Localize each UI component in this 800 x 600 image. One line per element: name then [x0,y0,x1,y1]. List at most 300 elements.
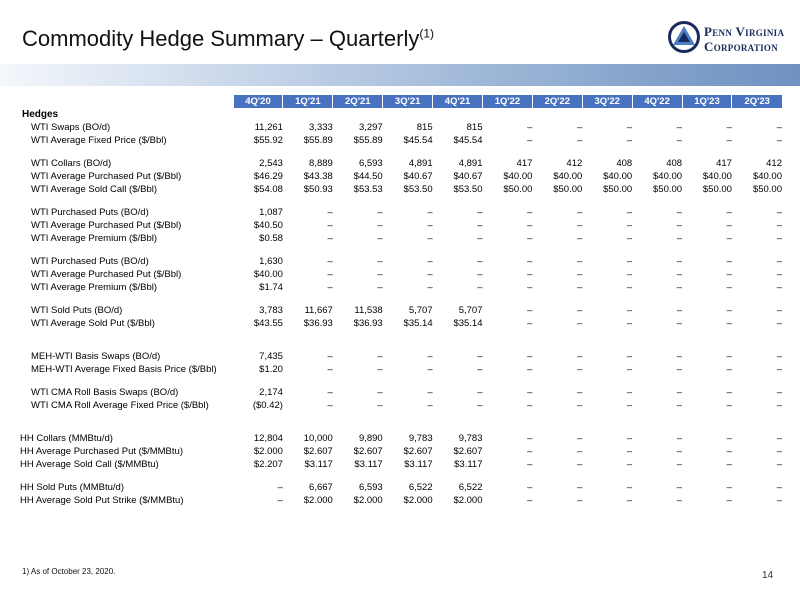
table-cell: – [377,364,383,375]
table-cell: – [377,220,383,231]
column-header: 3Q'21 [383,95,433,108]
column-header: 2Q'22 [532,95,582,108]
table-cell: – [427,256,433,267]
table-cell: 5,707 [408,305,433,316]
table-cell: $40.67 [403,171,433,182]
table-cell: ($0.42) [252,400,283,411]
table-cell: – [776,122,782,133]
table-cell: – [576,269,583,280]
table-cell: 408 [666,158,683,169]
logo-line-2: Corporation [704,39,779,54]
table-cell: – [527,207,533,218]
table-row [20,399,782,412]
table-cell: – [377,282,383,293]
table-cell: – [327,256,333,267]
table-cell: – [626,269,633,280]
spacer-row [20,376,782,386]
table-cell: – [527,256,533,267]
table-cell: – [776,233,782,244]
table-cell: – [726,459,732,470]
table-cell: 6,593 [358,482,383,493]
table-cell: $2.207 [253,459,283,470]
table-cell: – [726,387,732,398]
table-cell: – [527,495,533,506]
footnote: 1) As of October 23, 2020. [22,567,116,576]
table-cell: 2,543 [259,158,283,169]
table-cell: – [576,364,583,375]
table-cell: – [626,220,633,231]
table-row [20,134,782,147]
table-cell: – [676,364,683,375]
table-cell: 3,297 [358,122,383,133]
table-cell: $53.50 [453,184,483,195]
table-cell: $43.55 [253,318,283,329]
table-cell: $35.14 [403,318,433,329]
spacer-row [20,330,782,350]
table-cell: – [377,269,383,280]
table-cell: $46.29 [253,171,283,182]
table-cell: – [527,400,533,411]
table-cell: 6,522 [408,482,433,493]
table-cell: – [427,207,433,218]
table-cell: 11,667 [304,305,333,316]
logo-wordmark [704,24,784,54]
table-cell: – [527,351,533,362]
table-cell: 417 [516,158,533,169]
table-cell: – [776,495,782,506]
row-label: WTI Sold Puts (BO/d) [31,305,123,316]
table-cell: $2.000 [303,495,333,506]
row-label: MEH-WTI Basis Swaps (BO/d) [31,351,161,362]
table-cell: – [576,387,583,398]
table-cell: – [377,351,383,362]
table-cell: – [477,364,483,375]
table-cell: $45.54 [403,135,433,146]
table-cell: – [377,387,383,398]
table-cell: – [527,135,533,146]
table-cell: $2.000 [403,495,433,506]
table-cell: – [626,495,633,506]
table-cell: 408 [616,158,633,169]
table-cell: – [527,364,533,375]
table-cell: – [527,220,533,231]
table-cell: – [626,282,633,293]
table-cell: 412 [566,158,583,169]
spacer-row [20,412,782,432]
table-cell: – [626,433,633,444]
page-title-text: Commodity Hedge Summary – Quarterly [22,26,420,51]
table-cell: $44.50 [353,171,383,182]
table-cell: – [776,459,782,470]
table-cell: – [676,351,683,362]
table-cell: $2.000 [353,495,383,506]
table-cell: $2.000 [253,446,283,457]
table-cell: – [477,220,483,231]
table-cell: 1,087 [259,207,283,218]
table-cell: – [427,269,433,280]
table-cell: – [576,135,583,146]
table-cell: – [576,282,583,293]
table-cell: – [576,256,583,267]
section-label: Hedges [22,109,59,120]
table-row [20,281,782,294]
table-cell: $2.607 [453,446,483,457]
table-cell: – [726,256,732,267]
table-cell: – [576,220,583,231]
table-row [20,432,782,445]
table-cell: – [427,220,433,231]
table-cell: $50.00 [653,184,683,195]
table-cell: $55.89 [303,135,333,146]
table-row [20,183,782,196]
table-cell: $53.53 [353,184,383,195]
table-cell: – [726,233,732,244]
table-cell: $2.607 [303,446,333,457]
table-cell: – [626,482,633,493]
table-row [20,157,782,170]
row-label: WTI CMA Roll Basis Swaps (BO/d) [31,387,179,398]
table-cell: – [676,305,683,316]
table-row [20,350,782,363]
table-cell: – [327,364,333,375]
table-cell: 815 [416,122,433,133]
table-cell: – [776,433,782,444]
table-cell: – [676,135,683,146]
table-cell: 9,890 [358,433,383,444]
table-cell: $50.00 [503,184,533,195]
table-cell: – [427,387,433,398]
table-cell: – [477,387,483,398]
hedge-table [20,95,782,507]
table-cell: $40.00 [653,171,683,182]
table-cell: – [626,387,633,398]
table-cell: – [327,351,333,362]
table-cell: – [726,364,732,375]
table-cell: – [676,459,683,470]
table-cell: – [676,318,683,329]
table-cell: – [726,220,732,231]
table-cell: $50.00 [603,184,633,195]
table-cell: – [676,433,683,444]
table-cell: 815 [466,122,483,133]
table-cell: – [527,269,533,280]
table-header-row [20,95,782,108]
table-cell: – [576,305,583,316]
title-footnote-marker: (1) [419,26,435,41]
spacer-row [20,147,782,157]
table-cell: – [676,495,683,506]
table-cell: 11,538 [354,305,383,316]
table-cell: – [576,400,583,411]
table-cell: – [776,387,782,398]
table-row [20,386,782,399]
column-header: 4Q'22 [632,95,682,108]
table-cell: – [576,351,583,362]
table-cell: – [327,400,333,411]
row-label: WTI Average Sold Call ($/Bbl) [31,184,158,195]
table-cell: – [776,269,782,280]
table-cell: – [626,318,633,329]
table-cell: – [676,122,683,133]
table-cell: 12,804 [253,433,283,444]
table-cell: – [676,282,683,293]
row-label: WTI Average Sold Put ($/Bbl) [31,318,155,329]
table-cell: – [776,364,782,375]
table-cell: – [527,122,533,133]
row-label: WTI Collars (BO/d) [31,158,112,169]
table-cell: $40.00 [253,269,283,280]
row-label: HH Sold Puts (MMBtu/d) [20,482,124,493]
table-row [20,170,782,183]
table-cell: $40.00 [603,171,633,182]
table-cell: – [776,256,782,267]
table-cell: – [427,351,433,362]
column-header: 3Q'22 [582,95,632,108]
table-cell: – [576,446,583,457]
table-cell: 1,630 [259,256,283,267]
table-cell: $50.00 [752,184,782,195]
table-cell: – [576,233,583,244]
table-cell: – [576,482,583,493]
table-cell: $2.607 [403,446,433,457]
header-band [0,64,800,86]
table-cell: – [626,122,633,133]
table-row [20,268,782,281]
row-label: HH Average Purchased Put ($/MMBtu) [20,446,183,457]
table-row [20,317,782,330]
table-cell: – [726,400,732,411]
table-cell: 6,522 [458,482,483,493]
table-cell: – [626,364,633,375]
table-cell: – [676,220,683,231]
table-cell: – [776,351,782,362]
table-cell: – [626,459,633,470]
table-cell: – [576,207,583,218]
table-cell: – [676,446,683,457]
table-cell: 8,889 [309,158,333,169]
table-cell: 11,261 [254,122,283,133]
table-cell: $40.50 [253,220,283,231]
table-cell: – [626,256,633,267]
table-row [20,206,782,219]
table-cell: – [527,433,533,444]
table-row [20,481,782,494]
column-header: 2Q'21 [333,95,383,108]
table-cell: 9,783 [408,433,433,444]
table-cell: – [626,446,633,457]
row-label: HH Average Sold Put Strike ($/MMBtu) [20,495,184,506]
page-number: 14 [762,570,774,581]
table-cell: – [527,459,533,470]
row-label: WTI Average Purchased Put ($/Bbl) [31,171,182,182]
table-cell: – [477,282,483,293]
row-label: WTI Average Premium ($/Bbl) [31,282,158,293]
page-title [22,26,434,52]
table-cell: $3.117 [304,459,333,470]
table-cell: – [576,122,583,133]
table-cell: 4,891 [408,158,433,169]
table-cell: – [776,207,782,218]
table-cell: – [477,351,483,362]
table-cell: $1.74 [259,282,283,293]
table-row [20,445,782,458]
table-cell: 3,783 [259,305,283,316]
table-cell: – [726,433,732,444]
table-cell: – [277,495,283,506]
table-cell: 5,707 [458,305,483,316]
column-header: 4Q'21 [433,95,483,108]
table-cell: – [377,256,383,267]
table-cell: – [626,135,633,146]
table-cell: – [676,207,683,218]
table-cell: – [377,207,383,218]
table-row [20,232,782,245]
table-cell: 3,333 [309,122,333,133]
table-cell: – [576,318,583,329]
table-cell: – [477,400,483,411]
table-row [20,304,782,317]
table-cell: $40.67 [453,171,483,182]
table-cell: $50.93 [303,184,333,195]
table-cell: – [477,256,483,267]
table-cell: $40.00 [503,171,533,182]
table-cell: – [327,233,333,244]
table-cell: $40.00 [553,171,583,182]
table-cell: – [776,400,782,411]
table-cell: – [626,351,633,362]
table-cell: – [576,495,583,506]
table-cell: – [427,364,433,375]
table-cell: – [377,233,383,244]
table-cell: $2.000 [453,495,483,506]
table-cell: 7,435 [259,351,283,362]
table-cell: $3.117 [454,459,483,470]
table-cell: $55.92 [253,135,283,146]
table-cell: – [726,495,732,506]
table-cell: 10,000 [303,433,333,444]
table-cell: 2,174 [259,387,283,398]
table-cell: – [527,446,533,457]
table-cell: – [726,122,732,133]
table-cell: $3.117 [354,459,383,470]
table-cell: – [626,207,633,218]
table-cell: – [327,282,333,293]
row-label: MEH-WTI Average Fixed Basis Price ($/Bbl) [31,364,217,375]
column-header: 1Q'23 [682,95,732,108]
row-label: WTI Swaps (BO/d) [31,122,111,133]
table-cell: – [427,400,433,411]
table-cell: 9,783 [458,433,483,444]
table-cell: – [776,446,782,457]
table-cell: $0.58 [259,233,283,244]
table-cell: – [726,207,732,218]
table-cell: – [626,233,633,244]
table-cell: 4,891 [458,158,483,169]
table-cell: 6,593 [358,158,383,169]
spacer-row [20,471,782,481]
table-cell: $50.00 [553,184,583,195]
column-header: 2Q'23 [732,95,782,108]
table-cell: – [726,135,732,146]
table-cell: – [576,433,583,444]
row-label: HH Average Sold Call ($/MMBtu) [20,459,159,470]
table-cell: – [327,207,333,218]
table-row [20,494,782,507]
logo-emblem-icon [668,21,700,53]
table-cell: – [427,233,433,244]
column-header: 1Q'22 [483,95,533,108]
table-cell: $50.00 [702,184,732,195]
table-cell: – [477,233,483,244]
table-cell: – [277,482,283,493]
table-cell: – [726,305,732,316]
table-cell: – [527,305,533,316]
table-cell: – [477,207,483,218]
table-cell: $1.20 [259,364,283,375]
row-label: WTI Average Premium ($/Bbl) [31,233,158,244]
table-cell: $40.00 [702,171,732,182]
table-cell: $40.00 [752,171,782,182]
table-cell: $54.08 [253,184,283,195]
table-cell: – [626,400,633,411]
table-cell: – [676,400,683,411]
table-row [20,121,782,134]
table-cell: 417 [716,158,732,169]
table-cell: – [527,233,533,244]
table-cell: 6,667 [309,482,333,493]
table-cell: $53.50 [403,184,433,195]
table-cell: – [527,318,533,329]
spacer-row [20,245,782,255]
table-cell: – [327,269,333,280]
table-cell: – [427,282,433,293]
logo-line-1: Penn Virginia [704,24,785,39]
table-row [20,255,782,268]
table-cell: – [726,318,732,329]
header-blank-cell [20,95,233,108]
table-row [20,458,782,471]
table-cell: – [776,282,782,293]
table-cell: $36.93 [353,318,383,329]
row-label: WTI Purchased Puts (BO/d) [31,207,149,218]
table-cell: – [576,459,583,470]
row-label: HH Collars (MMBtu/d) [20,433,113,444]
table-cell: $3.117 [404,459,433,470]
table-cell: – [726,269,732,280]
section-header-row [20,108,782,121]
table-cell: – [527,482,533,493]
table-cell: – [477,269,483,280]
table-cell: $43.38 [303,171,333,182]
table-cell: – [527,282,533,293]
table-cell: – [676,482,683,493]
table-cell: – [726,351,732,362]
row-label: WTI Average Purchased Put ($/Bbl) [31,269,182,280]
table-cell: – [726,446,732,457]
table-cell: – [776,482,782,493]
table-cell: – [676,387,683,398]
table-cell: – [776,305,782,316]
table-cell: – [327,220,333,231]
table-row [20,363,782,376]
table-cell: – [726,482,732,493]
table-cell: 412 [766,158,782,169]
column-header: 1Q'21 [283,95,333,108]
table-cell: – [527,387,533,398]
row-label: WTI Average Fixed Price ($/Bbl) [31,135,167,146]
table-cell: – [776,220,782,231]
table-cell: – [626,305,633,316]
